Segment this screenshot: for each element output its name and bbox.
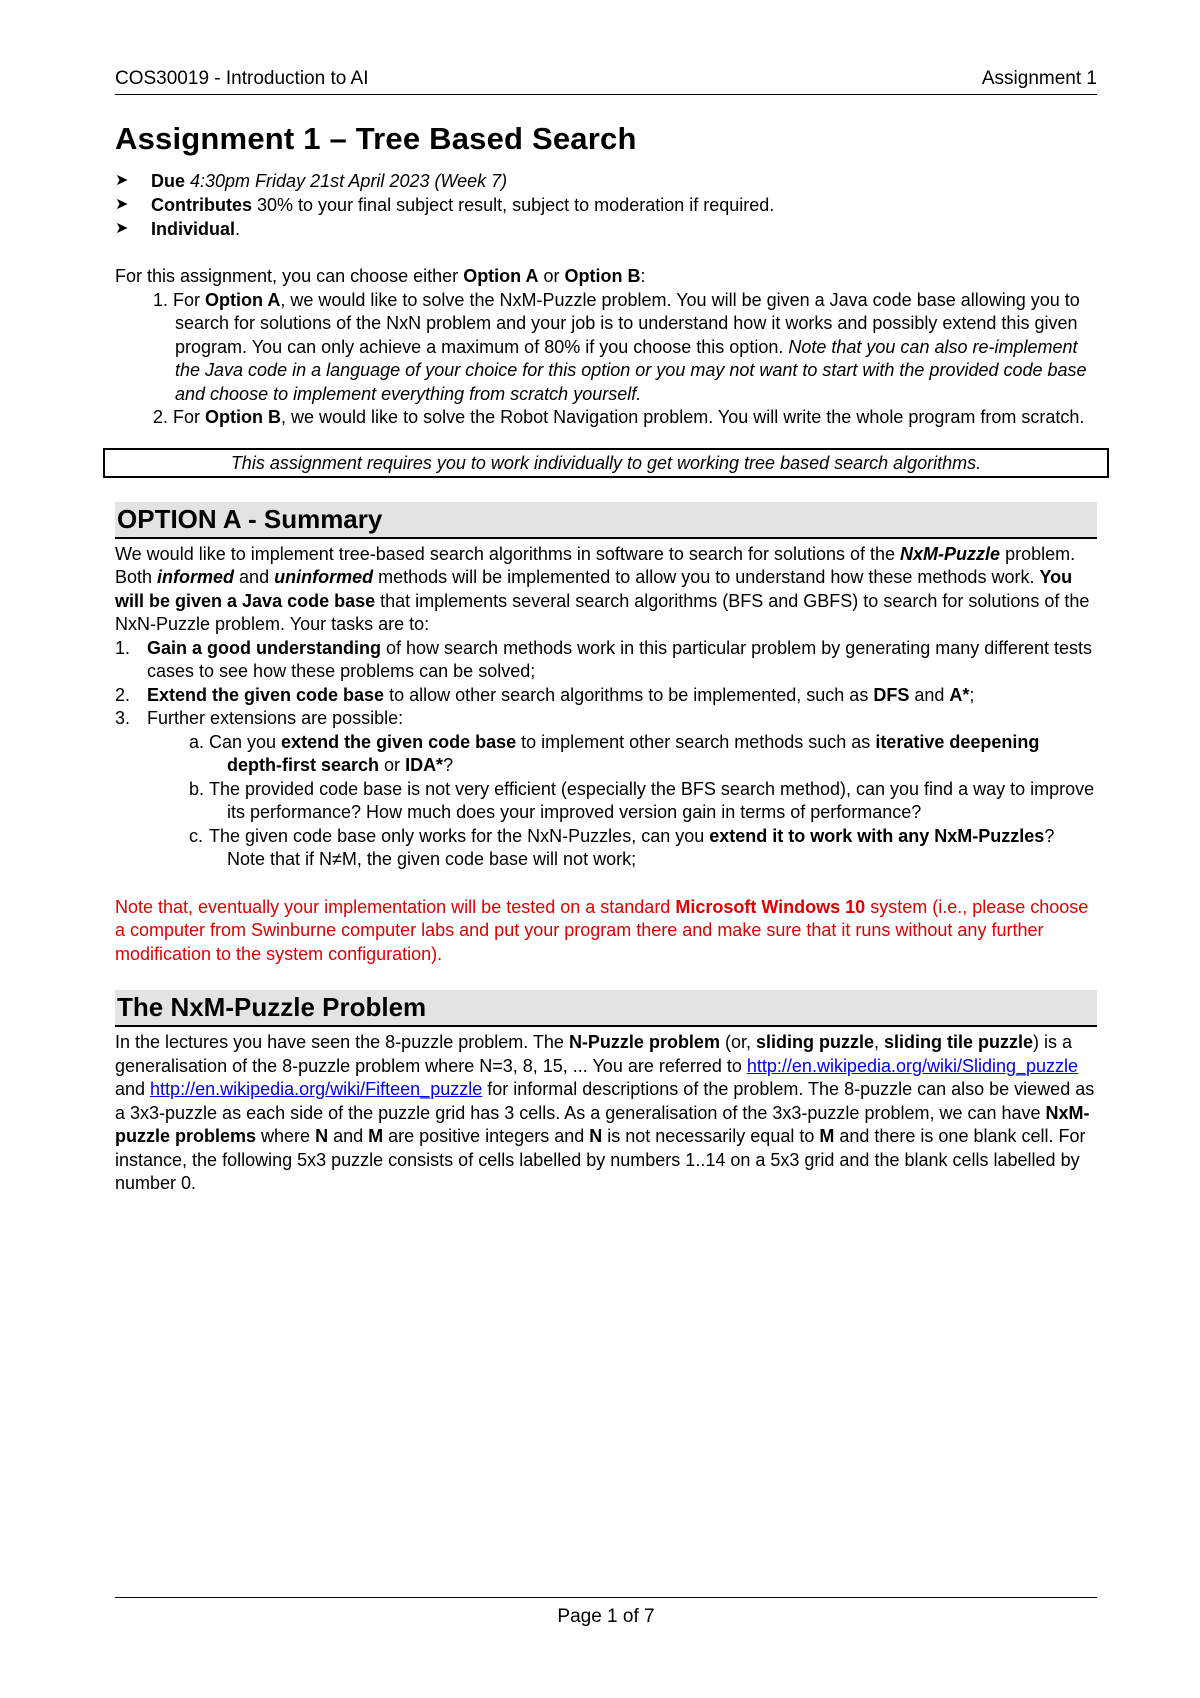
page-footer — [115, 1597, 1097, 1628]
extension-item: b. The provided code base is not very efficient (especially the BFS search method), can you find a way to improve its performance? How much does your improved version gain in terms of performance? — [189, 778, 1095, 822]
task-item: 1. Gain a good understanding of how search methods work in this particular problem by generating many different tests cases to see how these problems can be solved; — [115, 637, 1093, 681]
arrow-bullet-icon: ➤ — [115, 220, 129, 237]
extension-item: c. The given code base only works for the NxN-Puzzles, can you extend it to work with any NxM-Puzzles? Note that if N≠M, the given code base will not work; — [189, 825, 1055, 869]
options-list — [115, 289, 1097, 430]
page-number: Page 1 of 7 — [557, 1606, 655, 1627]
header-course: COS30019 - Introduction to AI — [115, 68, 369, 89]
section-heading-nxm-puzzle: The NxM-Puzzle Problem — [115, 990, 1097, 1027]
individual-work-callout: This assignment requires you to work individually to get working tree based search algorithms. — [103, 448, 1109, 478]
section-heading-option-a: OPTION A - Summary — [115, 502, 1097, 539]
option-a-summary-paragraph: We would like to implement tree-based search algorithms in software to search for solutions of the NxM-Puzzle problem. Both informed and uninformed methods will be implemented to allow you to understand how these methods work. You will be given a Java code base that implements several search algorithms (BFS and GBFS) to search for solutions of the NxN-Puzzle problem. Your tasks are to: — [115, 543, 1090, 634]
header-assignment: Assignment 1 — [981, 68, 1097, 89]
arrow-bullet-icon: ➤ — [115, 196, 129, 213]
task-item: 3. Further extensions are possible: — [115, 708, 404, 728]
bullet-contributes: ➤ Contributes 30% to your final subject result, subject to moderation if required. — [115, 195, 775, 215]
option-b-item: 2. For Option B, we would like to solve the Robot Navigation problem. You will write the whole program from scratch. — [153, 407, 1085, 427]
page-header — [115, 68, 1097, 95]
option-a-item: 1. For Option A, we would like to solve the NxM-Puzzle problem. You will be given a Java code base allowing you to search for solutions of the NxN problem and your job is to understand how it works and possibly extend this given program. You can only achieve a maximum of 80% if you choose this option. Note that you can also re-implement the Java code in a language of your choice for this option or you may not want to start with the provided code base and choose to implement everything from scratch yourself. — [153, 289, 1087, 404]
page-content — [115, 68, 1097, 1196]
nxm-puzzle-paragraph: In the lectures you have seen the 8-puzzle problem. The N-Puzzle problem (or, sliding puzzle, sliding tile puzzle) is a generalisation of the 8-puzzle problem where N=3, 8, 15, ... You are referred to http://en.wikipedia.org/wiki/Sliding_puzzle and http://en.wikipedia.org/wiki/Fifteen_puzzle for informal descriptions of the problem. The 8-puzzle can also be viewed as a 3x3-puzzle as each side of the puzzle grid has 3 cells. As a generalisation of the 3x3-puzzle problem, we can have NxM-puzzle problems where N and M are positive integers and N is not necessarily equal to M and there is one blank cell. For instance, the following 5x3 puzzle consists of cells labelled by numbers 1..14 on a 5x3 grid and the blank cells labelled by number 0. — [115, 1032, 1095, 1193]
bullet-individual: ➤ Individual. — [115, 219, 241, 239]
sliding-puzzle-link[interactable]: http://en.wikipedia.org/wiki/Sliding_puzzle — [746, 1055, 1079, 1076]
key-info-list — [115, 169, 1097, 241]
document-title: Assignment 1 – Tree Based Search — [115, 121, 637, 156]
fifteen-puzzle-link[interactable]: http://en.wikipedia.org/wiki/Fifteen_puzzle — [150, 1079, 483, 1099]
extension-item: a. Can you extend the given code base to implement other search methods such as iterative deepening depth-first search or IDA*? — [189, 731, 1040, 775]
task-item: 2. Extend the given code base to allow other search algorithms to be implemented, such as DFS and A*; — [115, 684, 975, 705]
intro-paragraph: For this assignment, you can choose either Option A or Option B: — [115, 266, 646, 286]
windows-note: Note that, eventually your implementation will be tested on a standard Microsoft Windows 10 system (i.e., please choose a computer from Swinburne computer labs and put your program there and make sure that it runs without any further modification to the system configuration). — [115, 896, 1089, 964]
arrow-bullet-icon: ➤ — [115, 172, 129, 189]
bullet-due: ➤ Due 4:30pm Friday 21st April 2023 (Week 7) — [115, 171, 508, 191]
